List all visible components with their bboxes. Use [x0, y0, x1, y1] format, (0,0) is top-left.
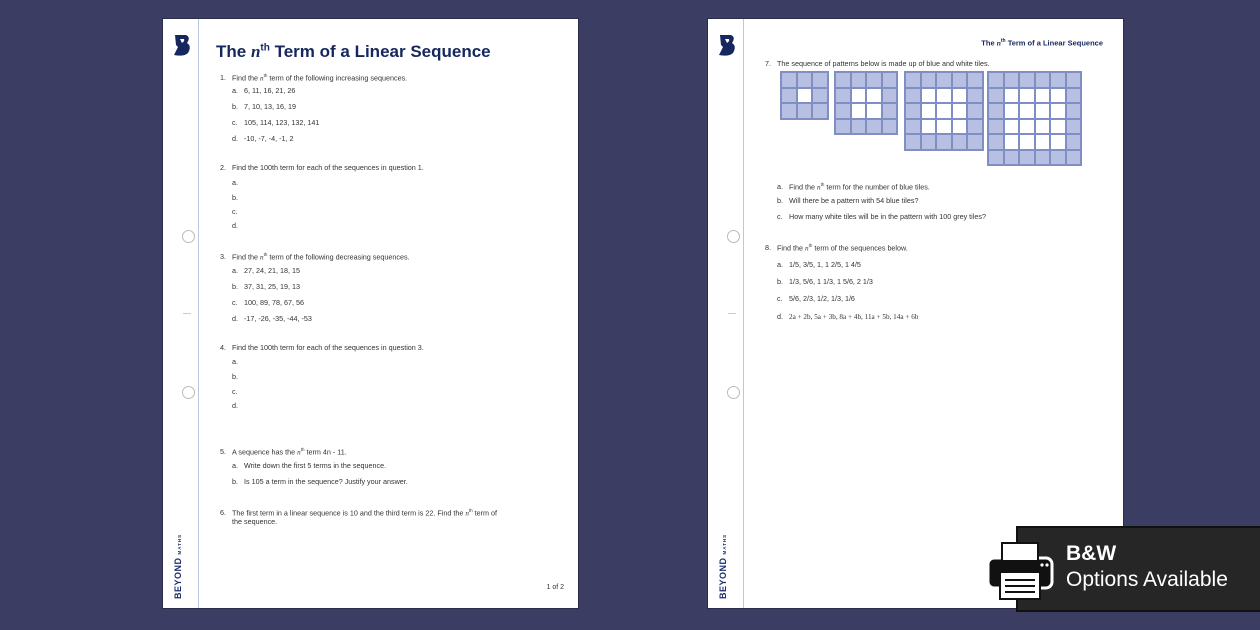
blue-tile	[967, 103, 983, 119]
page-number: 1 of 2	[546, 584, 564, 591]
q-text: Find the 100th term for each of the sequences in question 3.	[232, 343, 424, 352]
th: th	[263, 252, 268, 257]
item-text: 6, 11, 16, 21, 26	[244, 86, 296, 95]
q1-item	[232, 86, 295, 95]
white-tile	[952, 119, 968, 135]
item-label: a.	[232, 266, 238, 275]
fold-mark	[183, 313, 191, 314]
punch-hole	[182, 386, 195, 399]
white-tile	[866, 88, 882, 104]
white-tile	[1035, 88, 1051, 104]
punch-hole	[182, 230, 195, 243]
q8-item	[777, 260, 861, 269]
blue-tile	[1004, 150, 1020, 166]
blue-tile	[1066, 88, 1082, 104]
item-label: a.	[777, 260, 783, 269]
blue-tile	[967, 134, 983, 150]
q-post: term of the following increasing sequences.	[267, 73, 408, 83]
blue-tile	[905, 88, 921, 104]
white-tile	[936, 103, 952, 119]
item-text: 5/6, 2/3, 1/2, 1/3, 1/6	[789, 294, 855, 303]
q1-item	[232, 134, 294, 143]
blue-tile	[988, 103, 1004, 119]
q-text: Find the 100th term for each of the sequences in question 1.	[232, 163, 424, 172]
blue-tile	[882, 103, 898, 119]
title-n: n	[996, 38, 1001, 48]
blue-tile	[866, 72, 882, 88]
blue-tile	[797, 72, 813, 88]
q4-item: d.	[232, 401, 238, 410]
q7-item	[777, 212, 986, 221]
q-pre: Find the	[777, 243, 805, 253]
blue-tile	[781, 103, 797, 119]
blue-tile	[1066, 150, 1082, 166]
blue-tile	[1066, 134, 1082, 150]
n: n	[804, 244, 809, 253]
q8-item	[777, 312, 918, 322]
item-label: d.	[232, 314, 238, 323]
q5-item	[232, 461, 386, 470]
blue-tile	[781, 72, 797, 88]
q2-item: b.	[232, 193, 238, 202]
brand-main: BEYOND	[173, 557, 183, 599]
q3-item	[232, 298, 304, 307]
q2-item: d.	[232, 221, 238, 230]
white-tile	[1004, 134, 1020, 150]
item-pre: Find the	[789, 182, 817, 192]
q4-item: b.	[232, 372, 238, 381]
item-label: c.	[232, 298, 238, 307]
th: th	[468, 508, 473, 513]
blue-tile	[905, 134, 921, 150]
blue-tile	[1050, 150, 1066, 166]
blue-tile	[1066, 103, 1082, 119]
blue-tile	[988, 134, 1004, 150]
beyond-logo-icon	[717, 33, 737, 57]
item-text: 1/3, 5/6, 1 1/3, 1 5/6, 2 1/3	[789, 277, 873, 286]
question-1	[220, 71, 407, 83]
question-3	[220, 250, 410, 262]
blue-tile	[797, 103, 813, 119]
item-label: a.	[232, 86, 238, 95]
white-tile	[921, 88, 937, 104]
question-8	[765, 241, 908, 253]
q4-item: c.	[232, 387, 238, 396]
white-tile	[866, 103, 882, 119]
item-text: 2a + 2b, 5a + 3b, 8a + 4b, 11a + 5b, 14a + 6b	[789, 313, 919, 321]
blue-tile	[835, 88, 851, 104]
item-text: How many white tiles will be in the pattern with 100 grey tiles?	[789, 212, 986, 221]
worksheet-page-2	[708, 19, 1123, 608]
beyond-logo-icon	[172, 33, 192, 57]
white-tile	[1035, 134, 1051, 150]
blue-tile	[835, 72, 851, 88]
tile-pattern	[904, 71, 984, 151]
title-th: th	[1000, 38, 1006, 44]
q-num: 2.	[220, 163, 226, 172]
fold-mark	[728, 313, 736, 314]
item-label: a.	[232, 461, 238, 470]
item-text: Will there be a pattern with 54 blue tiles?	[789, 196, 919, 205]
n: n	[259, 253, 264, 262]
q-post: term of the following decreasing sequences.	[267, 252, 410, 262]
white-tile	[921, 103, 937, 119]
margin-line	[743, 19, 744, 608]
blue-tile	[812, 72, 828, 88]
q7-item	[777, 196, 918, 205]
blue-tile	[921, 72, 937, 88]
blue-tile	[1050, 72, 1066, 88]
brand-sub: MATHS	[177, 533, 182, 555]
tile-pattern	[780, 71, 829, 120]
item-text: 27, 24, 21, 18, 15	[244, 266, 300, 275]
blue-tile	[967, 88, 983, 104]
q-post: term of	[472, 508, 498, 518]
brand-sub: MATHS	[722, 533, 727, 555]
title-post: Term of a Linear Sequence	[1005, 38, 1103, 48]
blue-tile	[905, 72, 921, 88]
item-label: b.	[232, 477, 238, 486]
question-5	[220, 445, 347, 457]
item-text: 105, 114, 123, 132, 141	[244, 118, 320, 127]
q-post: term 4n - 11.	[304, 447, 347, 457]
bw-options-badge	[1018, 528, 1260, 610]
q1-item	[232, 118, 319, 127]
blue-tile	[851, 72, 867, 88]
blue-tile	[905, 119, 921, 135]
blue-tile	[851, 119, 867, 135]
q2-item: c.	[232, 207, 238, 216]
white-tile	[851, 103, 867, 119]
q-post: term of the sequences below.	[812, 243, 908, 253]
question-2	[220, 163, 424, 172]
q-pre: A sequence has the	[232, 447, 298, 457]
item-label: b.	[232, 282, 238, 291]
item-label: c.	[777, 212, 783, 221]
item-text: -17, -26, -35, -44, -53	[244, 314, 312, 323]
blue-tile	[812, 88, 828, 104]
brand-vertical	[173, 533, 193, 599]
item-label: c.	[777, 294, 783, 303]
blue-tile	[988, 150, 1004, 166]
item-label: b.	[232, 102, 238, 111]
blue-tile	[835, 119, 851, 135]
item-label: d.	[232, 134, 238, 143]
white-tile	[952, 103, 968, 119]
q-num: 4.	[220, 343, 226, 352]
white-tile	[936, 119, 952, 135]
item-label: b.	[777, 277, 783, 286]
title-n: n	[250, 42, 261, 61]
white-tile	[1019, 119, 1035, 135]
question-6-line2: the sequence.	[232, 517, 278, 526]
brand-vertical	[718, 533, 738, 599]
q-num: 7.	[765, 59, 771, 68]
item-text: -10, -7, -4, -1, 2	[244, 134, 294, 143]
blue-tile	[921, 134, 937, 150]
blue-tile	[781, 88, 797, 104]
blue-tile	[1019, 150, 1035, 166]
blue-tile	[988, 119, 1004, 135]
white-tile	[952, 88, 968, 104]
blue-tile	[1035, 150, 1051, 166]
blue-tile	[882, 88, 898, 104]
blue-tile	[967, 72, 983, 88]
n: n	[297, 448, 301, 457]
blue-tile	[1066, 119, 1082, 135]
q-pre: The first term in a linear sequence is 10 and the third term is 22. Find the	[232, 508, 466, 518]
blue-tile	[967, 119, 983, 135]
n: n	[259, 74, 264, 83]
punch-hole	[727, 386, 740, 399]
q2-item: a.	[232, 178, 238, 187]
question-7	[765, 59, 990, 68]
item-text: 7, 10, 13, 16, 19	[244, 102, 296, 111]
title-post: Term of a Linear Sequence	[269, 42, 491, 61]
white-tile	[1050, 88, 1066, 104]
item-label: d.	[777, 312, 783, 321]
white-tile	[1004, 119, 1020, 135]
th: th	[263, 73, 268, 78]
q1-item	[232, 102, 296, 111]
worksheet-page-1	[163, 19, 578, 608]
white-tile	[921, 119, 937, 135]
white-tile	[1050, 103, 1066, 119]
q-num: 8.	[765, 243, 771, 253]
th: th	[820, 182, 825, 187]
blue-tile	[1035, 72, 1051, 88]
tile-pattern	[834, 71, 898, 135]
item-text: 100, 89, 78, 67, 56	[244, 298, 304, 307]
page-title	[216, 42, 491, 62]
white-tile	[851, 88, 867, 104]
blue-tile	[905, 103, 921, 119]
q3-item	[232, 314, 312, 323]
white-tile	[1035, 103, 1051, 119]
margin-line	[198, 19, 199, 608]
blue-tile	[835, 103, 851, 119]
item-label: b.	[777, 196, 783, 205]
q3-item	[232, 282, 300, 291]
q-text: The sequence of patterns below is made up of blue and white tiles.	[777, 59, 990, 68]
title-pre: The	[981, 38, 997, 48]
white-tile	[1050, 134, 1066, 150]
item-label: c.	[232, 118, 238, 127]
title-th: th	[260, 42, 270, 54]
blue-tile	[936, 134, 952, 150]
blue-tile	[866, 119, 882, 135]
blue-tile	[812, 103, 828, 119]
blue-tile	[952, 134, 968, 150]
item-text: 37, 31, 25, 19, 13	[244, 282, 300, 291]
blue-tile	[936, 72, 952, 88]
printer-icon	[984, 540, 1056, 602]
q5-item	[232, 477, 408, 486]
q-pre: Find the	[232, 73, 260, 83]
blue-tile	[882, 72, 898, 88]
q4-item: a.	[232, 357, 238, 366]
item-text: 1/5, 3/5, 1, 1 2/5, 1 4/5	[789, 260, 861, 269]
q8-item	[777, 294, 855, 303]
blue-tile	[882, 119, 898, 135]
n: n	[816, 183, 821, 192]
item-post: term for the number of blue tiles.	[824, 182, 930, 192]
white-tile	[1019, 103, 1035, 119]
white-tile	[797, 88, 813, 104]
blue-tile	[1066, 72, 1082, 88]
white-tile	[1004, 103, 1020, 119]
white-tile	[1035, 119, 1051, 135]
badge-title: B&W	[1066, 542, 1117, 565]
blue-tile	[952, 72, 968, 88]
white-tile	[936, 88, 952, 104]
q7-item	[777, 180, 930, 192]
title-pre: The	[216, 42, 251, 61]
brand-main: BEYOND	[718, 557, 728, 599]
punch-hole	[727, 230, 740, 243]
n: n	[465, 509, 469, 518]
white-tile	[1019, 88, 1035, 104]
white-tile	[1004, 88, 1020, 104]
q-num: 6.	[220, 508, 226, 518]
blue-tile	[1004, 72, 1020, 88]
blue-tile	[988, 88, 1004, 104]
q3-item	[232, 266, 300, 275]
th: th	[808, 243, 813, 248]
th: th	[300, 447, 305, 452]
item-label: a.	[777, 182, 783, 192]
q-num: 1.	[220, 73, 226, 83]
white-tile	[1019, 134, 1035, 150]
question-4	[220, 343, 424, 352]
q-pre: Find the	[232, 252, 260, 262]
item-text: Write down the first 5 terms in the sequence.	[244, 461, 387, 470]
q8-item	[777, 277, 873, 286]
q-num: 3.	[220, 252, 226, 262]
tile-pattern	[987, 71, 1082, 166]
white-tile	[1050, 119, 1066, 135]
item-text: Is 105 a term in the sequence? Justify your answer.	[244, 477, 408, 486]
q-num: 5.	[220, 447, 226, 457]
blue-tile	[988, 72, 1004, 88]
blue-tile	[1019, 72, 1035, 88]
badge-subtitle: Options Available	[1066, 568, 1228, 591]
running-header	[981, 38, 1103, 48]
